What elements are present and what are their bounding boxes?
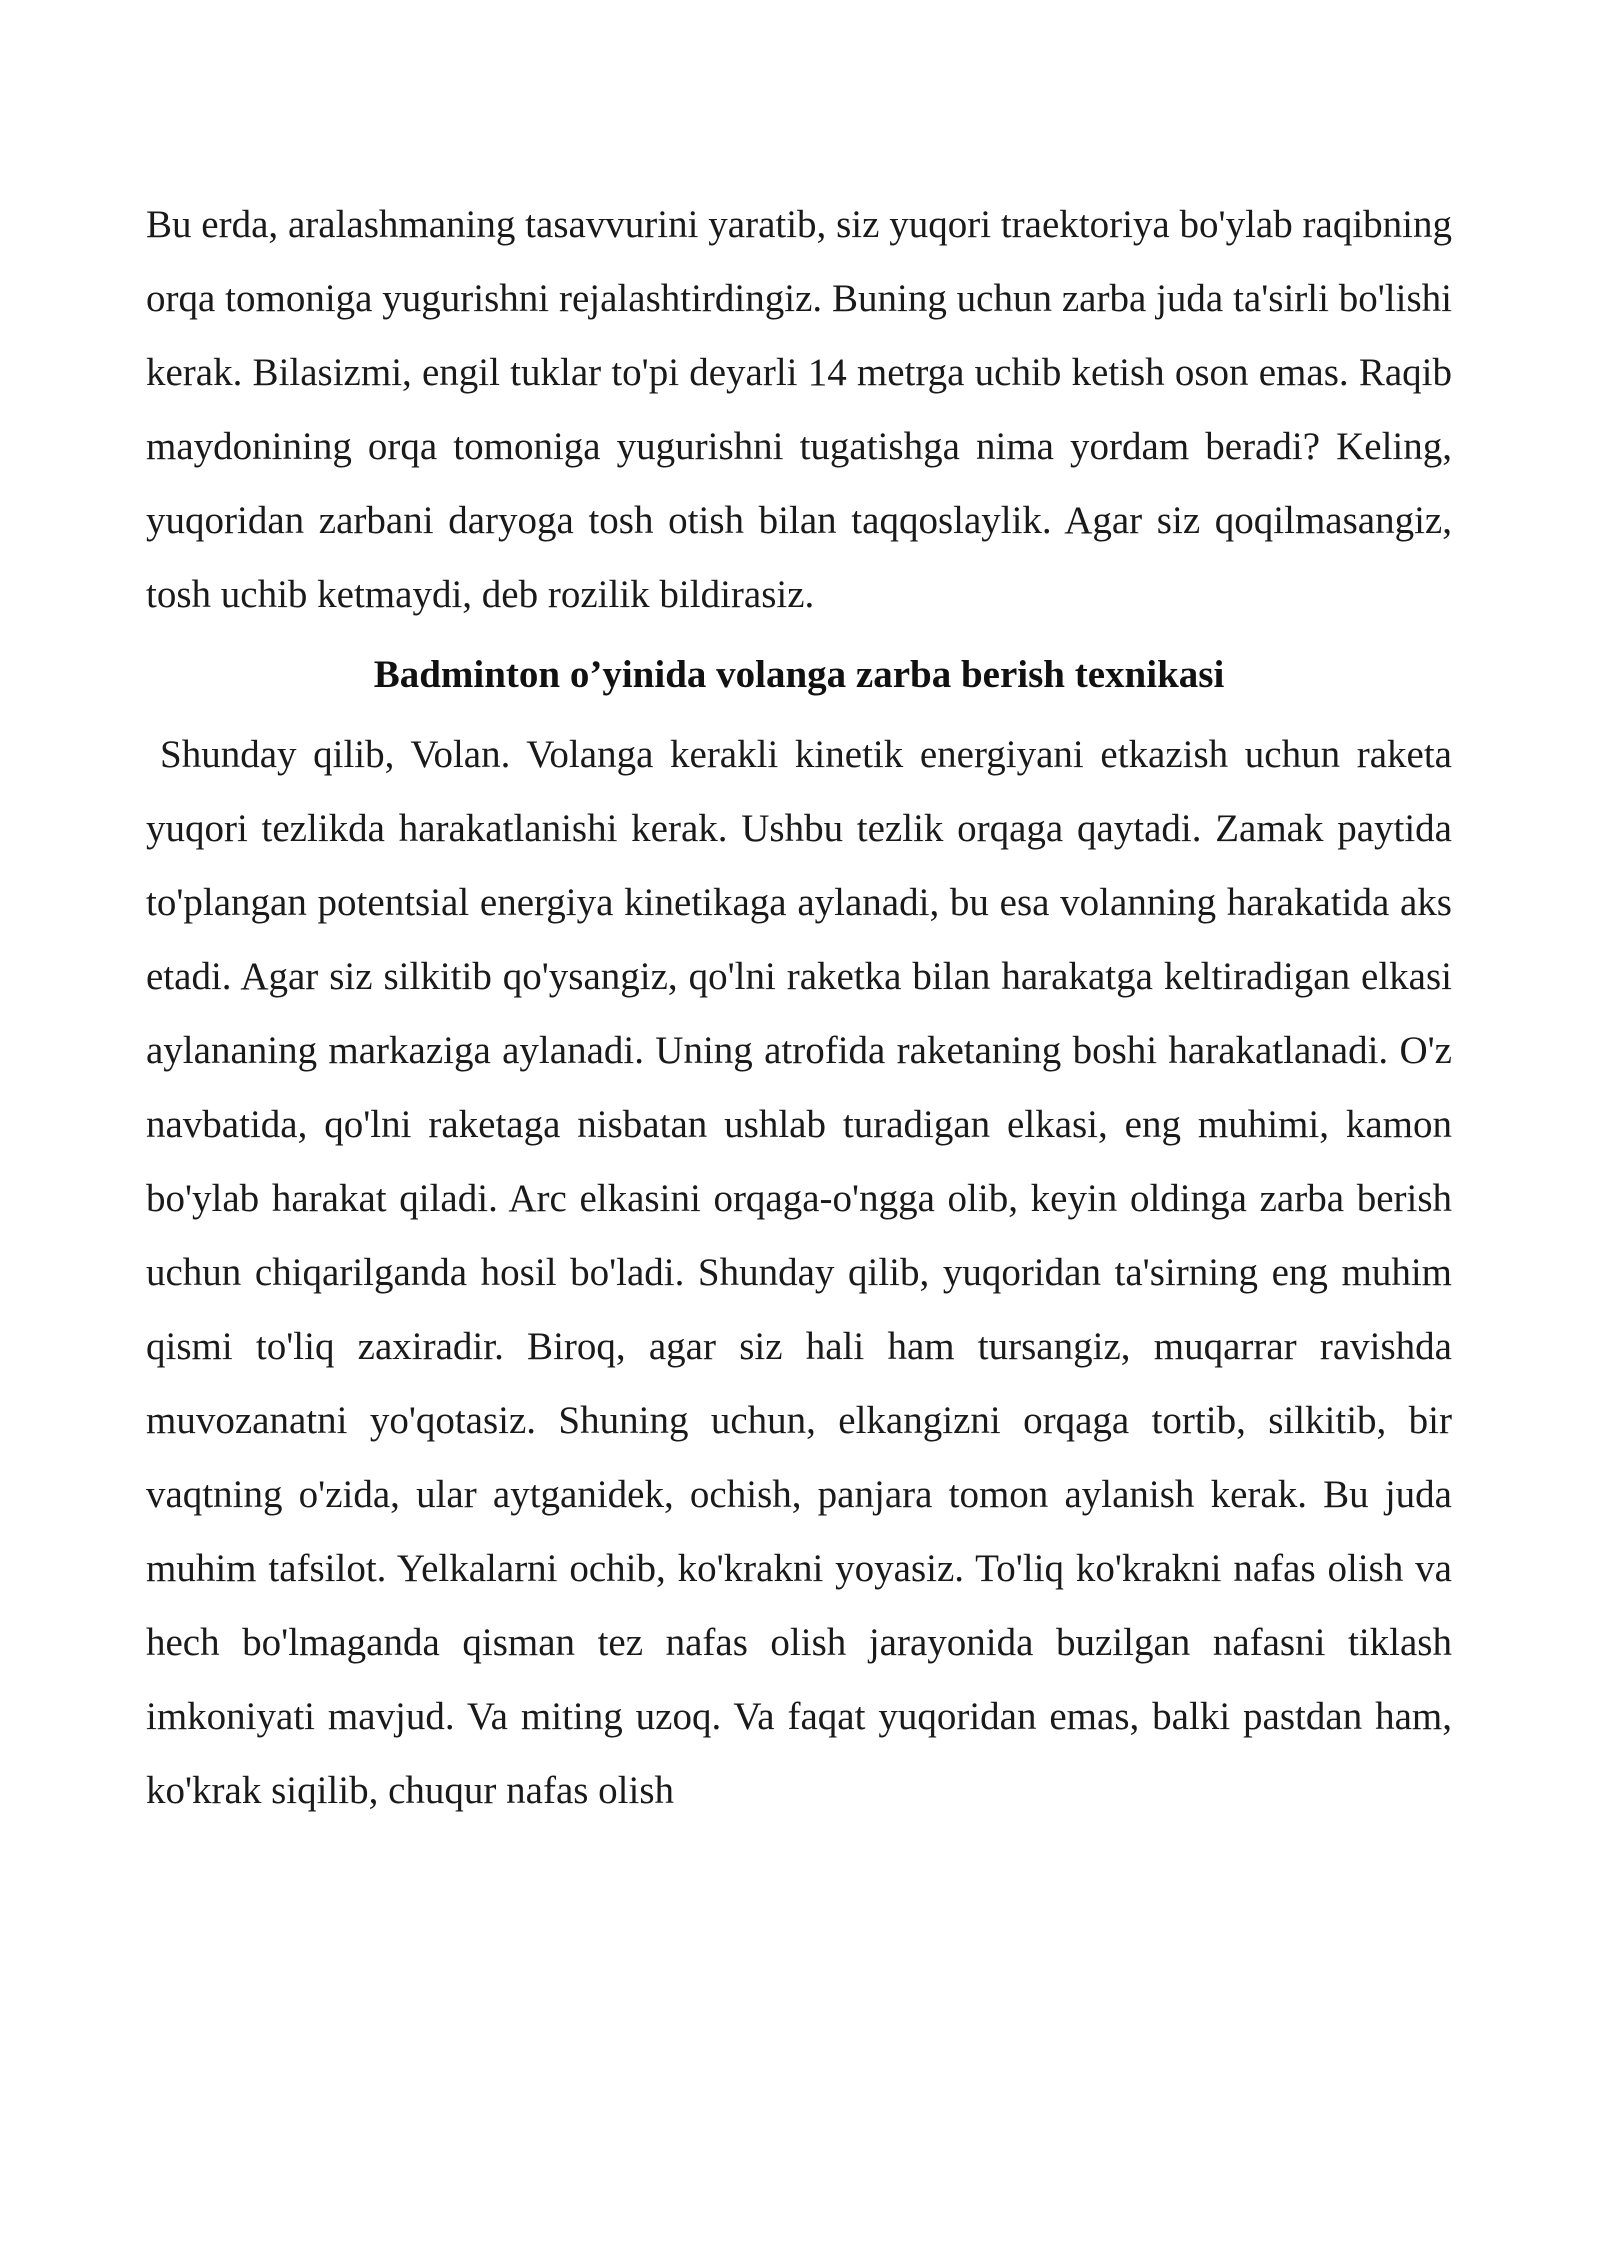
section-heading: Badminton o’yinida volanga zarba berish texnikasi [373,653,1225,696]
paragraph-intro: Bu erda, aralashmaning tasavvurini yaratib, siz yuqori traektoriya bo'ylab raqibning orqa tomoniga yugurishni rejalashtirdingiz. Buning uchun zarba juda ta'sirli bo'lishi kerak. Bilasizmi, engil tuklar to'pi deyarli 14 metrga uchib ketish oson emas. Raqib maydonining orqa tomoniga yugurishni tugatishga nima yordam beradi? Keling, yuqoridan zarbani daryoga tosh otish bilan taqqoslaylik. Agar siz qoqilmasangiz, tosh uchib ketmaydi, deb rozilik bildirasiz. [146,203,1452,616]
page-content [146,188,1452,1828]
paragraph-technique [146,718,1452,1828]
paragraph-technique-text: Shunday qilib, Volan. Volanga kerakli kinetik energiyani etkazish uchun raketa yuqori tezlikda harakatlanishi kerak. Ushbu tezlik orqaga qaytadi. Zamak paytida to'plangan potentsial energiya kinetikaga aylanadi, bu esa volanning harakatida aks etadi. Agar siz silkitib qo'ysangiz, qo'lni raketka bilan harakatga keltiradigan elkasi aylananing markaziga aylanadi. Uning atrofida raketaning boshi harakatlanadi. O'z navbatida, qo'lni raketaga nisbatan ushlab turadigan elkasi, eng muhimi, kamon bo'ylab harakat qiladi. Arc elkasini orqaga-o'ngga olib, keyin oldinga zarba berish uchun chiqarilganda hosil bo'ladi. Shunday qilib, yuqoridan ta'sirning eng muhim qismi to'liq zaxiradir. Biroq, agar siz hali ham tursangiz, muqarrar ravishda muvozanatni yo'qotasiz. Shuning uchun, elkangizni orqaga tortib, silkitib, bir vaqtning o'zida, ular aytganidek, ochish, panjara tomon aylanish kerak. Bu juda muhim tafsilot. Yelkalarni ochib, ko'krakni yoyasiz. To'liq ko'krakni nafas olish va hech bo'lmaganda qisman tez nafas olish jarayonida buzilgan nafasni tiklash imkoniyati mavjud. Va miting uzoq. Va faqat yuqoridan emas, balki pastdan ham, ko'krak siqilib, chuqur nafas olish [146,733,1452,1812]
